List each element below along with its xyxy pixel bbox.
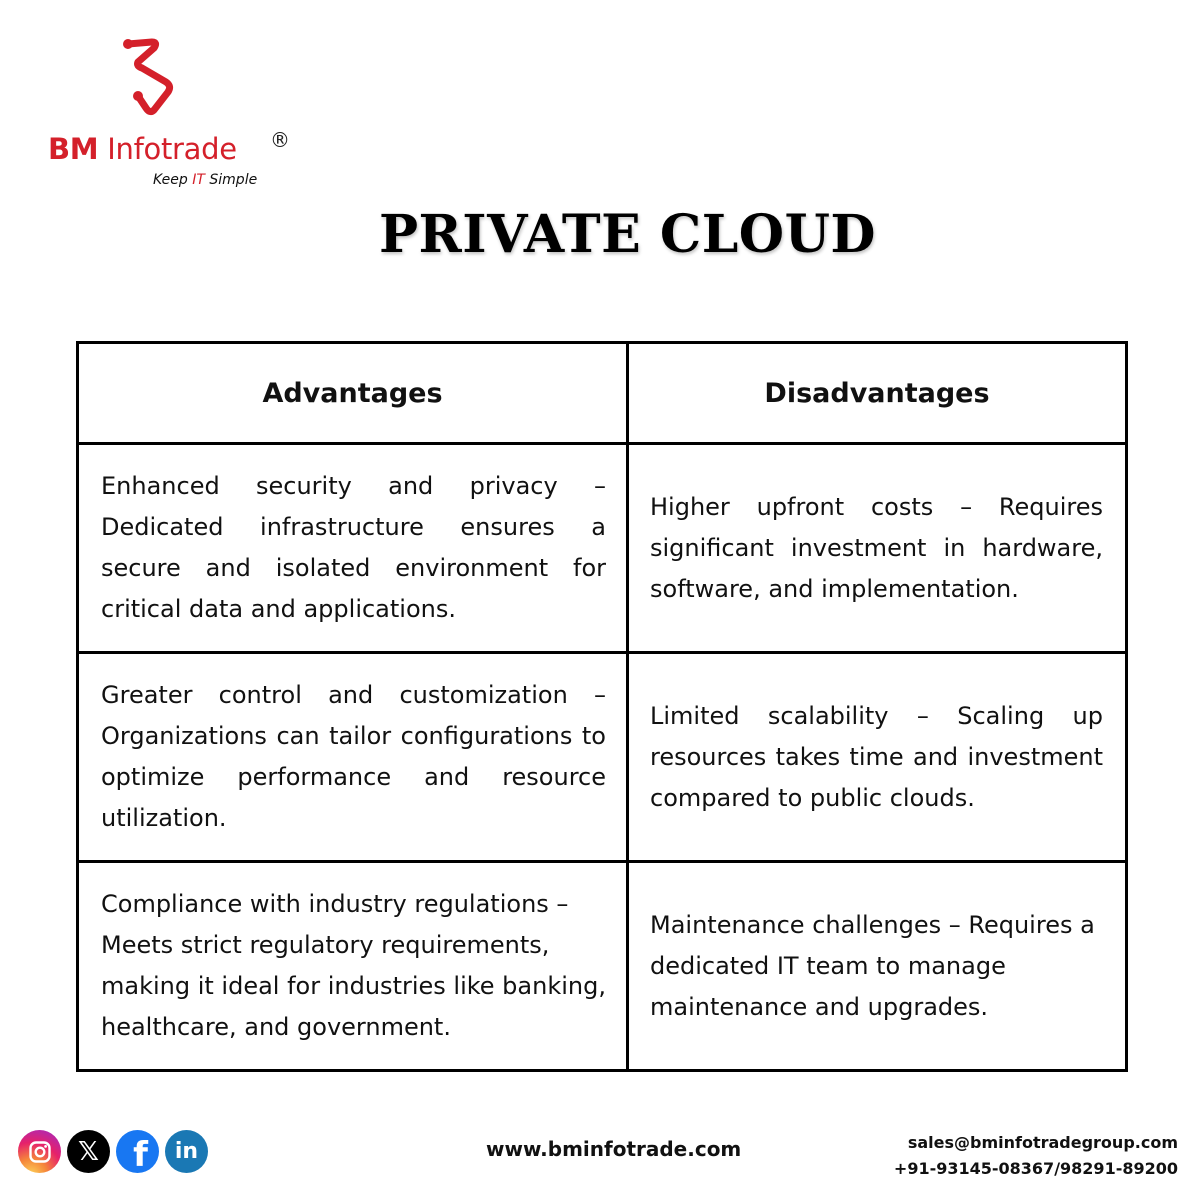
brand-name-bold: BM	[48, 132, 99, 166]
facebook-icon: f	[133, 1135, 148, 1173]
linkedin-link[interactable]	[165, 1130, 208, 1173]
email-link[interactable]: sales@bminfotradegroup.com	[907, 1133, 1178, 1152]
column-header-disadvantages: Disadvantages	[628, 343, 1127, 444]
website-link[interactable]: www.bminfotrade.com	[486, 1137, 742, 1161]
registered-mark: ®	[270, 128, 290, 152]
advantage-cell: Compliance with industry regulations – Meets strict regulatory requirements, making it ideal for industries like banking, healthcare, and government.	[78, 862, 628, 1071]
advantage-cell: Enhanced security and privacy – Dedicated infrastructure ensures a secure and isolated environment for critical data and applications.	[78, 444, 628, 653]
instagram-icon	[28, 1140, 52, 1164]
table-row	[78, 444, 1127, 653]
brand-name	[48, 132, 237, 166]
advantage-cell: Greater control and customization – Organizations can tailor configurations to optimize performance and resource utilization.	[78, 653, 628, 862]
tagline-pre: Keep	[153, 172, 193, 188]
instagram-link[interactable]	[18, 1130, 61, 1173]
table-row	[78, 862, 1127, 1071]
disadvantage-cell: Maintenance challenges – Requires a dedicated IT team to manage maintenance and upgrades.	[628, 862, 1127, 1071]
disadvantage-cell: Limited scalability – Scaling up resources takes time and investment compared to public clouds.	[628, 653, 1127, 862]
x-link[interactable]	[67, 1130, 110, 1173]
x-icon: 𝕏	[78, 1136, 99, 1167]
tagline-post: Simple	[204, 172, 258, 188]
linkedin-icon: in	[174, 1139, 199, 1164]
tagline-accent: IT	[192, 172, 205, 188]
brand-tagline	[153, 172, 257, 188]
column-header-advantages: Advantages	[78, 343, 628, 444]
table-header-row	[78, 343, 1127, 444]
table-row	[78, 653, 1127, 862]
page-title: PRIVATE CLOUD	[378, 204, 877, 265]
logo-mark-icon	[108, 36, 188, 116]
phone-number[interactable]: +91-93145-08367/98291-89200	[893, 1159, 1178, 1178]
facebook-link[interactable]	[116, 1130, 159, 1173]
comparison-table	[76, 341, 1128, 1072]
contact-info	[894, 1130, 1178, 1182]
disadvantage-cell: Higher upfront costs – Requires significant investment in hardware, software, and implementation.	[628, 444, 1127, 653]
brand-logo	[48, 36, 308, 196]
brand-name-rest: Infotrade	[98, 132, 237, 166]
social-links	[18, 1130, 208, 1173]
